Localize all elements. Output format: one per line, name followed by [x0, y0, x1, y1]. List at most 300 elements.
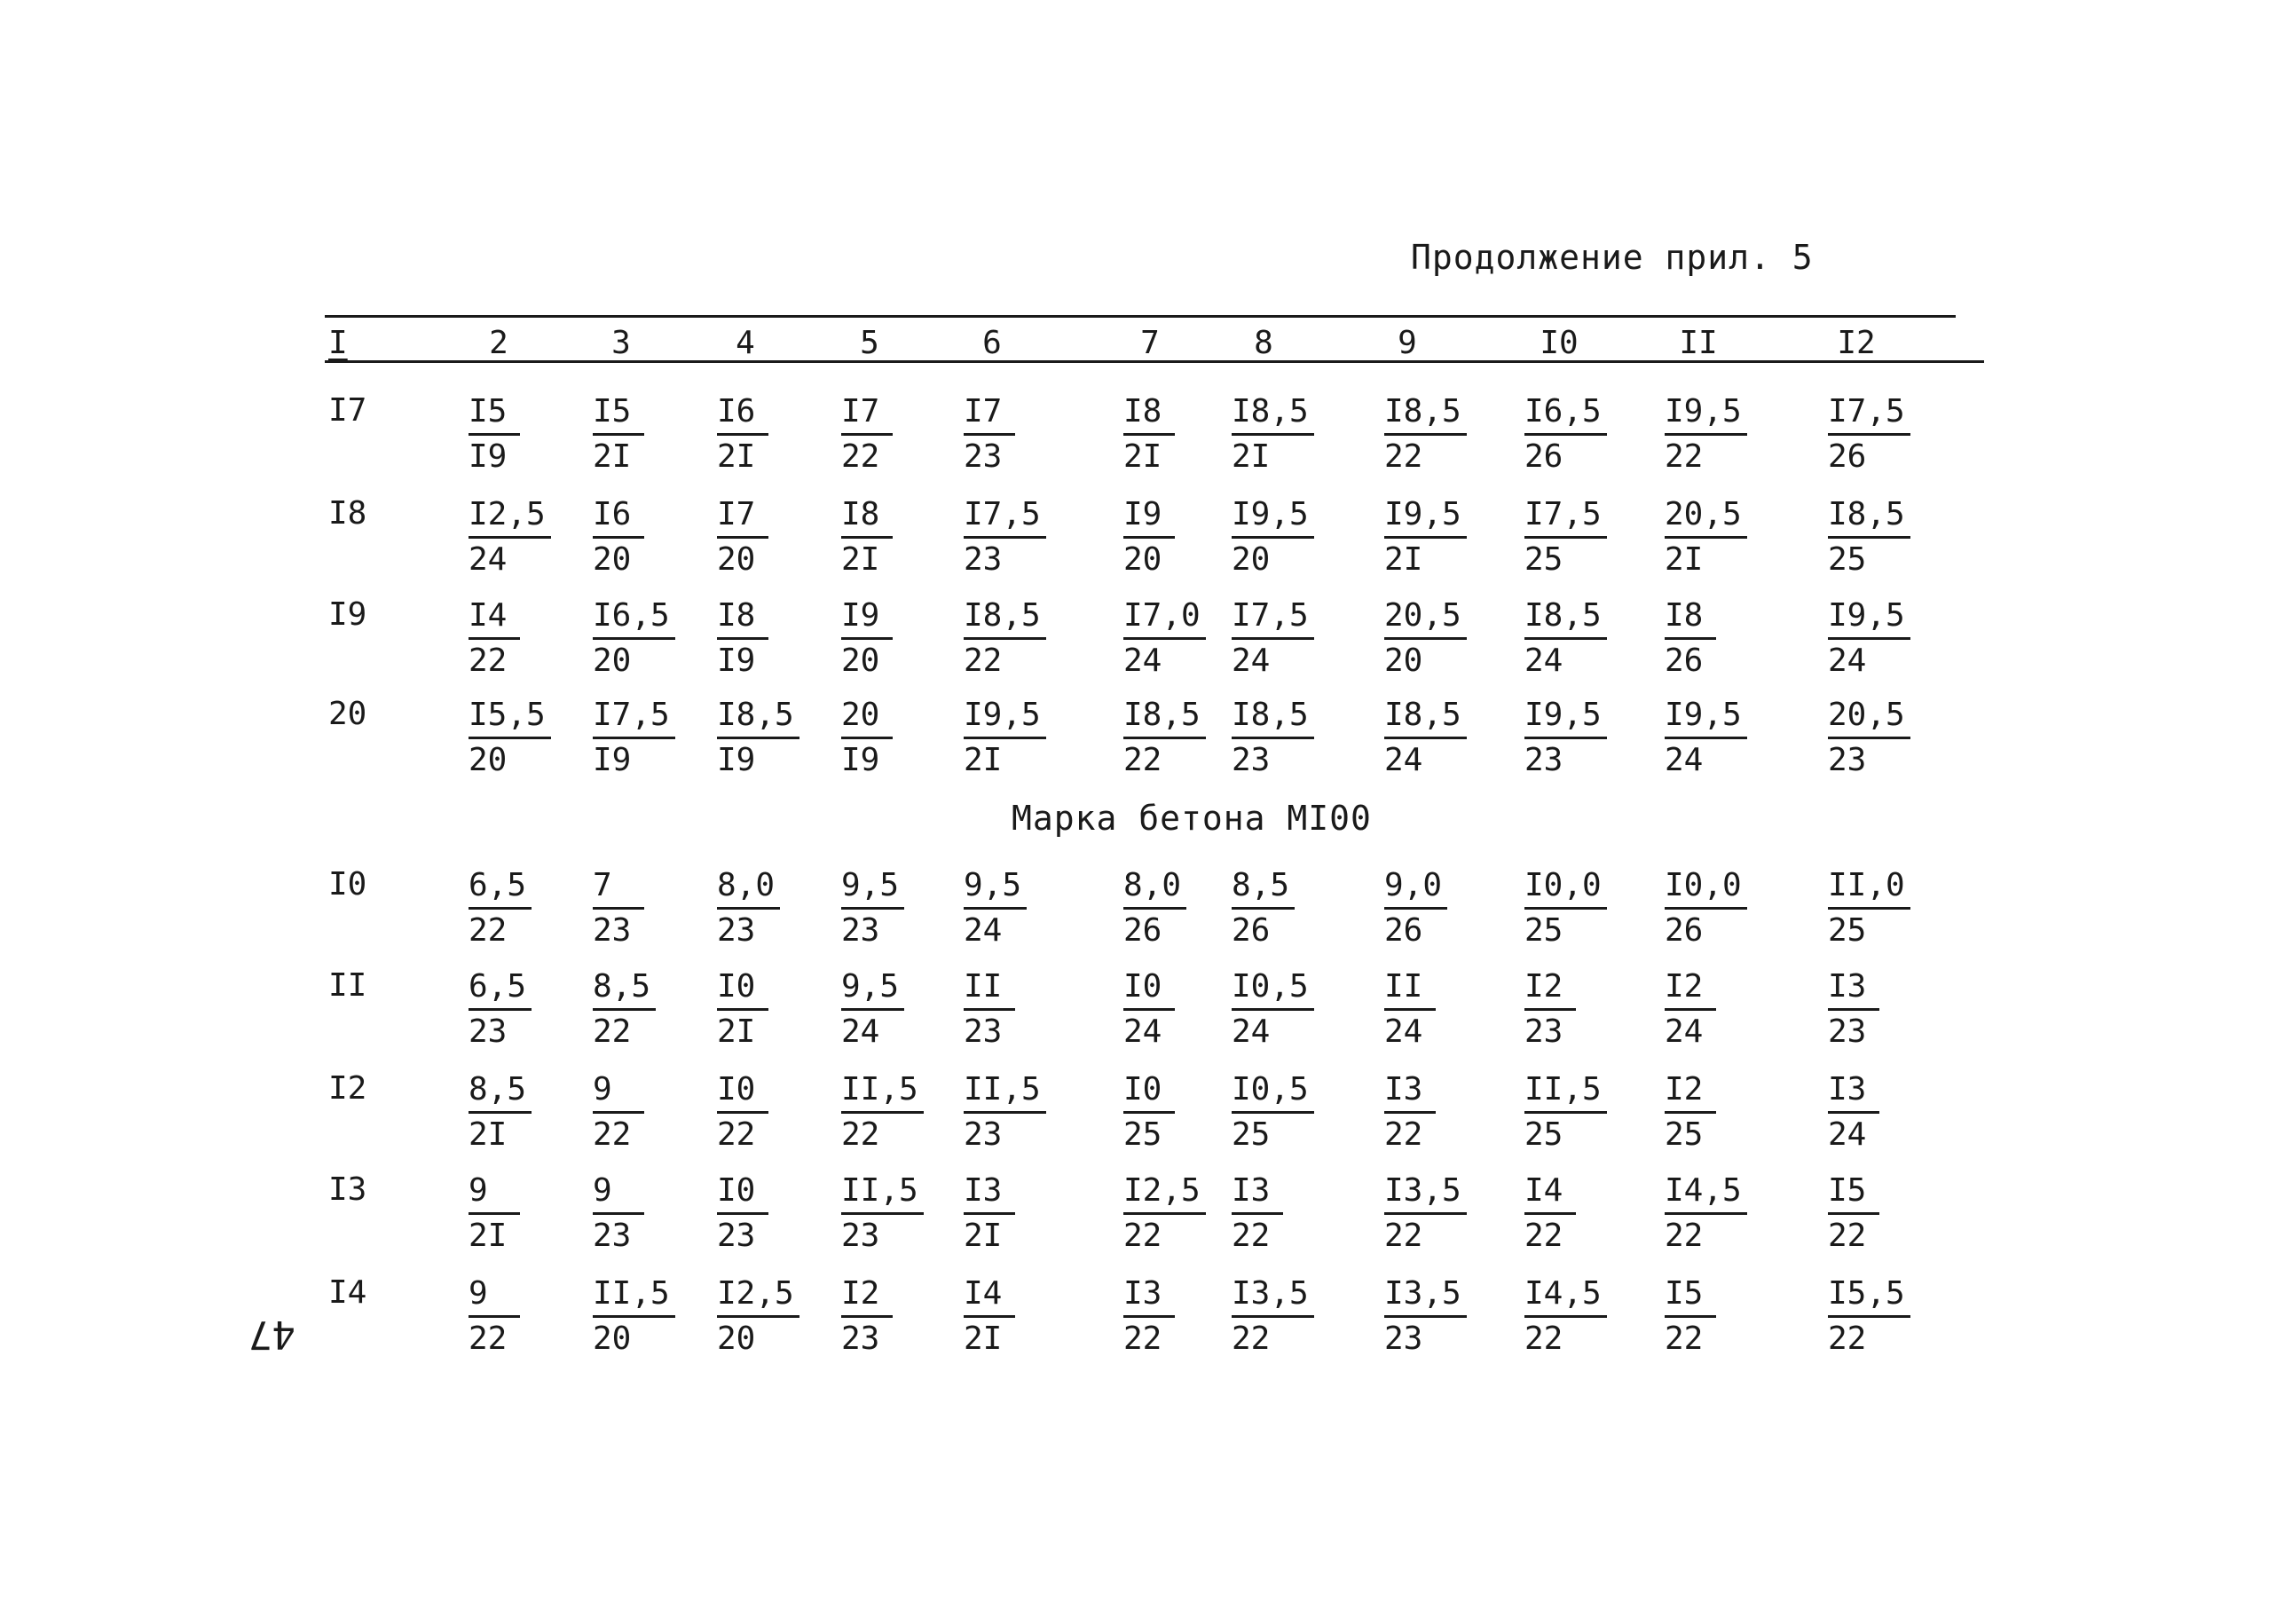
column-header: 9 — [1398, 325, 1417, 361]
fraction-numerator: I4 — [964, 1273, 1015, 1318]
fraction-cell — [469, 493, 551, 581]
fraction-numerator: I8,5 — [1232, 390, 1314, 436]
fraction-cell — [1524, 1068, 1607, 1156]
fraction-cell — [1524, 864, 1607, 952]
fraction-numerator: II,5 — [964, 1068, 1046, 1114]
fraction-denominator: 25 — [1524, 541, 1563, 578]
fraction-cell — [841, 694, 893, 782]
fraction-cell — [1828, 966, 1879, 1053]
fraction-numerator: 9 — [593, 1170, 644, 1215]
fraction-denominator: 22 — [1123, 742, 1162, 778]
fraction-denominator: 22 — [1665, 438, 1704, 475]
column-header: 3 — [611, 325, 631, 361]
fraction-denominator: 22 — [1524, 1218, 1563, 1254]
fraction-denominator: 23 — [1828, 1013, 1867, 1050]
fraction-cell — [1384, 694, 1467, 782]
fraction-numerator: 20,5 — [1665, 493, 1747, 539]
fraction-denominator: 2I — [841, 541, 880, 578]
fraction-denominator: 22 — [1232, 1320, 1271, 1357]
fraction-cell — [1828, 390, 1910, 478]
fraction-cell — [841, 1068, 924, 1156]
fraction-cell — [1123, 1068, 1175, 1156]
fraction-cell — [1384, 1068, 1436, 1156]
fraction-denominator: 23 — [964, 541, 1003, 578]
fraction-denominator: 26 — [1665, 643, 1704, 679]
fraction-cell — [717, 595, 768, 682]
column-header: 8 — [1254, 325, 1273, 361]
fraction-denominator: 26 — [1232, 912, 1271, 949]
section-title-concrete-grade: Марка бетона МI00 — [1012, 799, 1372, 838]
fraction-numerator: I8,5 — [1123, 694, 1206, 739]
fraction-numerator: I9,5 — [1232, 493, 1314, 539]
page-header: Продолжение прил. 5 — [1411, 238, 1814, 277]
fraction-numerator: 9 — [469, 1170, 520, 1215]
fraction-denominator: 20 — [593, 643, 632, 679]
fraction-numerator: II,5 — [841, 1068, 924, 1114]
fraction-numerator: 20,5 — [1384, 595, 1467, 640]
fraction-denominator: 25 — [1123, 1116, 1162, 1153]
fraction-cell — [1665, 864, 1747, 952]
fraction-denominator: 24 — [1665, 742, 1704, 778]
fraction-cell — [593, 1273, 675, 1360]
fraction-denominator: 23 — [717, 1218, 756, 1254]
fraction-numerator: I5,5 — [1828, 1273, 1910, 1318]
fraction-numerator: I8,5 — [1384, 694, 1467, 739]
fraction-numerator: 6,5 — [469, 966, 532, 1011]
fraction-denominator: 22 — [1828, 1218, 1867, 1254]
row-label: 20 — [328, 696, 367, 732]
fraction-denominator: 23 — [841, 1320, 880, 1357]
fraction-denominator: 23 — [717, 912, 756, 949]
fraction-numerator: I7,0 — [1123, 595, 1206, 640]
fraction-numerator: 8,5 — [469, 1068, 532, 1114]
fraction-cell — [1524, 595, 1607, 682]
fraction-numerator: 9,0 — [1384, 864, 1447, 910]
fraction-cell — [1123, 1273, 1175, 1360]
fraction-cell — [593, 1068, 644, 1156]
fraction-numerator: II,5 — [1524, 1068, 1607, 1114]
fraction-cell — [1384, 966, 1436, 1053]
fraction-cell — [1384, 493, 1467, 581]
fraction-denominator: 20 — [1123, 541, 1162, 578]
fraction-numerator: I3 — [1828, 966, 1879, 1011]
fraction-numerator: I2,5 — [469, 493, 551, 539]
page-number: 47 — [248, 1312, 295, 1357]
fraction-cell — [1665, 595, 1716, 682]
fraction-numerator: I8,5 — [1524, 595, 1607, 640]
fraction-denominator: 22 — [593, 1013, 632, 1050]
fraction-cell — [1232, 595, 1314, 682]
fraction-denominator: 24 — [841, 1013, 880, 1050]
fraction-denominator: 2I — [964, 1320, 1003, 1357]
fraction-cell — [1123, 390, 1175, 478]
fraction-numerator: I7,5 — [964, 493, 1046, 539]
fraction-numerator: I0 — [717, 1170, 768, 1215]
fraction-cell — [1123, 694, 1206, 782]
fraction-numerator: I3 — [1828, 1068, 1879, 1114]
column-header: I2 — [1837, 325, 1876, 361]
fraction-cell — [841, 966, 904, 1053]
column-header: 4 — [736, 325, 755, 361]
fraction-numerator: I4,5 — [1524, 1273, 1607, 1318]
fraction-denominator: 25 — [1828, 541, 1867, 578]
fraction-cell — [1384, 1273, 1467, 1360]
fraction-denominator: 25 — [1232, 1116, 1271, 1153]
fraction-cell — [593, 595, 675, 682]
row-label: I3 — [328, 1171, 367, 1208]
fraction-numerator: I2,5 — [717, 1273, 799, 1318]
fraction-denominator: 26 — [1665, 912, 1704, 949]
fraction-cell — [593, 1170, 644, 1257]
fraction-cell — [1524, 966, 1576, 1053]
fraction-denominator: 23 — [469, 1013, 508, 1050]
fraction-denominator: 2I — [1232, 438, 1271, 475]
column-header: 5 — [860, 325, 879, 361]
fraction-numerator: I5 — [1828, 1170, 1879, 1215]
fraction-denominator: 23 — [593, 1218, 632, 1254]
fraction-denominator: 23 — [1524, 742, 1563, 778]
fraction-numerator: II,5 — [841, 1170, 924, 1215]
fraction-numerator: I5 — [593, 390, 644, 436]
fraction-cell — [593, 694, 675, 782]
fraction-numerator: II,5 — [593, 1273, 675, 1318]
column-header: 7 — [1140, 325, 1160, 361]
fraction-cell — [1828, 864, 1910, 952]
fraction-numerator: I7 — [841, 390, 893, 436]
fraction-numerator: I3 — [1232, 1170, 1283, 1215]
fraction-numerator: 9,5 — [964, 864, 1027, 910]
fraction-cell — [469, 694, 551, 782]
fraction-numerator: 6,5 — [469, 864, 532, 910]
fraction-numerator: I0 — [717, 966, 768, 1011]
fraction-cell — [717, 1068, 768, 1156]
fraction-denominator: 25 — [1828, 912, 1867, 949]
fraction-cell — [841, 493, 893, 581]
fraction-numerator: I8,5 — [1384, 390, 1467, 436]
fraction-numerator: I7,5 — [593, 694, 675, 739]
fraction-denominator: 24 — [1384, 742, 1423, 778]
fraction-denominator: 20 — [1232, 541, 1271, 578]
fraction-denominator: 20 — [717, 1320, 756, 1357]
fraction-numerator: I8 — [1123, 390, 1175, 436]
fraction-cell — [964, 1273, 1015, 1360]
fraction-numerator: I0 — [1123, 1068, 1175, 1114]
fraction-numerator: 7 — [593, 864, 644, 910]
fraction-denominator: 24 — [1828, 643, 1867, 679]
fraction-numerator: I9,5 — [1384, 493, 1467, 539]
fraction-cell — [841, 1273, 893, 1360]
fraction-denominator: 22 — [1665, 1218, 1704, 1254]
fraction-numerator: I5,5 — [469, 694, 551, 739]
fraction-denominator: 22 — [469, 1320, 508, 1357]
fraction-cell — [1123, 595, 1206, 682]
fraction-numerator: I2 — [1665, 1068, 1716, 1114]
fraction-cell — [1384, 390, 1467, 478]
fraction-numerator: I8,5 — [717, 694, 799, 739]
fraction-denominator: 22 — [717, 1116, 756, 1153]
fraction-cell — [1665, 390, 1747, 478]
fraction-numerator: I9,5 — [1828, 595, 1910, 640]
fraction-cell — [1232, 390, 1314, 478]
fraction-denominator: 22 — [1665, 1320, 1704, 1357]
fraction-cell — [593, 390, 644, 478]
row-label: I4 — [328, 1274, 367, 1311]
fraction-denominator: 25 — [1524, 1116, 1563, 1153]
fraction-cell — [1665, 1170, 1747, 1257]
fraction-denominator: 2I — [593, 438, 632, 475]
fraction-cell — [469, 966, 532, 1053]
fraction-cell — [1665, 493, 1747, 581]
fraction-numerator: I9 — [1123, 493, 1175, 539]
fraction-cell — [593, 864, 644, 952]
row-label: I7 — [328, 392, 367, 429]
fraction-cell — [1524, 493, 1607, 581]
fraction-numerator: I2 — [1524, 966, 1576, 1011]
fraction-denominator: 24 — [964, 912, 1003, 949]
fraction-denominator: 24 — [1232, 1013, 1271, 1050]
fraction-denominator: 24 — [1665, 1013, 1704, 1050]
fraction-numerator: I8,5 — [1232, 694, 1314, 739]
fraction-denominator: 26 — [1828, 438, 1867, 475]
fraction-numerator: I4 — [469, 595, 520, 640]
fraction-denominator: 23 — [1384, 1320, 1423, 1357]
row-label: I2 — [328, 1070, 367, 1107]
fraction-denominator: 23 — [1524, 1013, 1563, 1050]
fraction-numerator: I9 — [841, 595, 893, 640]
fraction-cell — [469, 595, 520, 682]
fraction-denominator: 24 — [1828, 1116, 1867, 1153]
fraction-cell — [1232, 864, 1295, 952]
column-header: I0 — [1540, 325, 1579, 361]
fraction-denominator: 20 — [1384, 643, 1423, 679]
fraction-cell — [1828, 694, 1910, 782]
fraction-cell — [841, 390, 893, 478]
fraction-denominator: 26 — [1524, 438, 1563, 475]
fraction-cell — [1665, 1273, 1716, 1360]
fraction-denominator: 24 — [469, 541, 508, 578]
fraction-denominator: 24 — [1232, 643, 1271, 679]
fraction-denominator: 26 — [1384, 912, 1423, 949]
fraction-cell — [964, 1170, 1015, 1257]
fraction-cell — [717, 966, 768, 1053]
fraction-denominator: 22 — [469, 643, 508, 679]
fraction-cell — [1828, 1273, 1910, 1360]
fraction-denominator: 23 — [964, 1116, 1003, 1153]
fraction-numerator: I9,5 — [964, 694, 1046, 739]
fraction-cell — [1232, 966, 1314, 1053]
fraction-cell — [717, 1170, 768, 1257]
fraction-numerator: I0,0 — [1665, 864, 1747, 910]
fraction-denominator: 23 — [1232, 742, 1271, 778]
fraction-denominator: 2I — [1123, 438, 1162, 475]
fraction-numerator: 9,5 — [841, 864, 904, 910]
fraction-denominator: 23 — [1828, 742, 1867, 778]
fraction-denominator: 24 — [1123, 643, 1162, 679]
fraction-numerator: 9,5 — [841, 966, 904, 1011]
fraction-numerator: I3 — [964, 1170, 1015, 1215]
fraction-cell — [1123, 493, 1175, 581]
fraction-numerator: I8 — [717, 595, 768, 640]
fraction-numerator: I8,5 — [964, 595, 1046, 640]
fraction-cell — [964, 493, 1046, 581]
fraction-numerator: 8,5 — [593, 966, 656, 1011]
fraction-cell — [1232, 493, 1314, 581]
fraction-denominator: 24 — [1123, 1013, 1162, 1050]
fraction-denominator: 2I — [964, 1218, 1003, 1254]
fraction-numerator: I2 — [841, 1273, 893, 1318]
fraction-denominator: 20 — [593, 541, 632, 578]
fraction-cell — [964, 1068, 1046, 1156]
fraction-numerator: 8,5 — [1232, 864, 1295, 910]
fraction-numerator: I2,5 — [1123, 1170, 1206, 1215]
fraction-cell — [593, 966, 656, 1053]
fraction-denominator: I9 — [841, 742, 880, 778]
column-header: I — [328, 325, 348, 361]
fraction-numerator: I9,5 — [1665, 694, 1747, 739]
fraction-denominator: 23 — [841, 912, 880, 949]
fraction-cell — [1123, 1170, 1206, 1257]
fraction-numerator: I6 — [593, 493, 644, 539]
fraction-cell — [469, 1170, 520, 1257]
fraction-numerator: I4 — [1524, 1170, 1576, 1215]
fraction-cell — [1665, 1068, 1716, 1156]
fraction-denominator: 23 — [593, 912, 632, 949]
fraction-cell — [593, 493, 644, 581]
fraction-denominator: 22 — [593, 1116, 632, 1153]
fraction-numerator: II — [1384, 966, 1436, 1011]
fraction-denominator: 22 — [1384, 438, 1423, 475]
fraction-cell — [964, 864, 1027, 952]
fraction-numerator: I8 — [1665, 595, 1716, 640]
fraction-denominator: 22 — [841, 438, 880, 475]
fraction-numerator: I4,5 — [1665, 1170, 1747, 1215]
fraction-numerator: I7,5 — [1232, 595, 1314, 640]
fraction-denominator: 22 — [1384, 1218, 1423, 1254]
fraction-cell — [841, 595, 893, 682]
fraction-numerator: I6,5 — [593, 595, 675, 640]
fraction-numerator: I2 — [1665, 966, 1716, 1011]
fraction-cell — [841, 1170, 924, 1257]
fraction-numerator: I0,0 — [1524, 864, 1607, 910]
fraction-cell — [1232, 1170, 1283, 1257]
fraction-cell — [1828, 1068, 1879, 1156]
fraction-denominator: 20 — [593, 1320, 632, 1357]
fraction-cell — [469, 1273, 520, 1360]
fraction-numerator: I7,5 — [1828, 390, 1910, 436]
fraction-numerator: I3 — [1123, 1273, 1175, 1318]
fraction-numerator: I0 — [717, 1068, 768, 1114]
fraction-denominator: 22 — [1828, 1320, 1867, 1357]
fraction-numerator: II — [964, 966, 1015, 1011]
fraction-numerator: 20 — [841, 694, 893, 739]
fraction-cell — [469, 390, 520, 478]
fraction-cell — [1384, 864, 1447, 952]
fraction-cell — [964, 966, 1015, 1053]
row-label: I0 — [328, 866, 367, 903]
fraction-denominator: 20 — [717, 541, 756, 578]
fraction-denominator: I9 — [469, 438, 508, 475]
fraction-numerator: 8,0 — [1123, 864, 1186, 910]
fraction-denominator: 22 — [964, 643, 1003, 679]
row-label: II — [328, 967, 367, 1004]
fraction-cell — [1524, 1170, 1576, 1257]
fraction-denominator: 2I — [717, 1013, 756, 1050]
fraction-denominator: 23 — [964, 1013, 1003, 1050]
fraction-denominator: 22 — [1384, 1116, 1423, 1153]
fraction-numerator: I3 — [1384, 1068, 1436, 1114]
fraction-denominator: 22 — [1123, 1320, 1162, 1357]
fraction-cell — [1232, 1273, 1314, 1360]
column-header: 6 — [982, 325, 1002, 361]
fraction-cell — [469, 1068, 532, 1156]
fraction-denominator: 23 — [964, 438, 1003, 475]
fraction-cell — [1828, 1170, 1879, 1257]
fraction-cell — [717, 864, 780, 952]
fraction-numerator: I7 — [964, 390, 1015, 436]
fraction-denominator: 2I — [1384, 541, 1423, 578]
fraction-cell — [1665, 966, 1716, 1053]
fraction-numerator: I3,5 — [1232, 1273, 1314, 1318]
fraction-numerator: I3,5 — [1384, 1273, 1467, 1318]
row-label: I9 — [328, 596, 367, 633]
fraction-cell — [1828, 595, 1910, 682]
fraction-numerator: I0,5 — [1232, 1068, 1314, 1114]
fraction-denominator: 2I — [469, 1116, 508, 1153]
fraction-numerator: 9 — [593, 1068, 644, 1114]
fraction-denominator: 23 — [841, 1218, 880, 1254]
fraction-numerator: I6,5 — [1524, 390, 1607, 436]
fraction-cell — [1524, 1273, 1607, 1360]
fraction-denominator: I9 — [593, 742, 632, 778]
fraction-denominator: 22 — [469, 912, 508, 949]
fraction-numerator: 8,0 — [717, 864, 780, 910]
fraction-denominator: 26 — [1123, 912, 1162, 949]
fraction-denominator: 22 — [841, 1116, 880, 1153]
fraction-denominator: 22 — [1123, 1218, 1162, 1254]
fraction-numerator: I0 — [1123, 966, 1175, 1011]
fraction-cell — [1123, 864, 1186, 952]
fraction-numerator: I9,5 — [1665, 390, 1747, 436]
fraction-denominator: 20 — [841, 643, 880, 679]
fraction-numerator: I5 — [1665, 1273, 1716, 1318]
fraction-cell — [1384, 595, 1467, 682]
fraction-cell — [717, 694, 799, 782]
fraction-numerator: I7,5 — [1524, 493, 1607, 539]
row-label: I8 — [328, 495, 367, 532]
fraction-numerator: II,0 — [1828, 864, 1910, 910]
fraction-numerator: I5 — [469, 390, 520, 436]
fraction-cell — [717, 1273, 799, 1360]
column-header: 2 — [489, 325, 508, 361]
fraction-cell — [964, 390, 1015, 478]
fraction-cell — [469, 864, 532, 952]
fraction-cell — [1232, 1068, 1314, 1156]
fraction-numerator: I8 — [841, 493, 893, 539]
fraction-cell — [717, 493, 768, 581]
fraction-denominator: 2I — [964, 742, 1003, 778]
fraction-numerator: 9 — [469, 1273, 520, 1318]
fraction-cell — [964, 694, 1046, 782]
fraction-denominator: I9 — [717, 643, 756, 679]
fraction-denominator: I9 — [717, 742, 756, 778]
fraction-cell — [964, 595, 1046, 682]
fraction-numerator: I9,5 — [1524, 694, 1607, 739]
fraction-cell — [1828, 493, 1910, 581]
fraction-denominator: 2I — [717, 438, 756, 475]
fraction-cell — [1524, 390, 1607, 478]
column-header: II — [1679, 325, 1718, 361]
fraction-numerator: I6 — [717, 390, 768, 436]
